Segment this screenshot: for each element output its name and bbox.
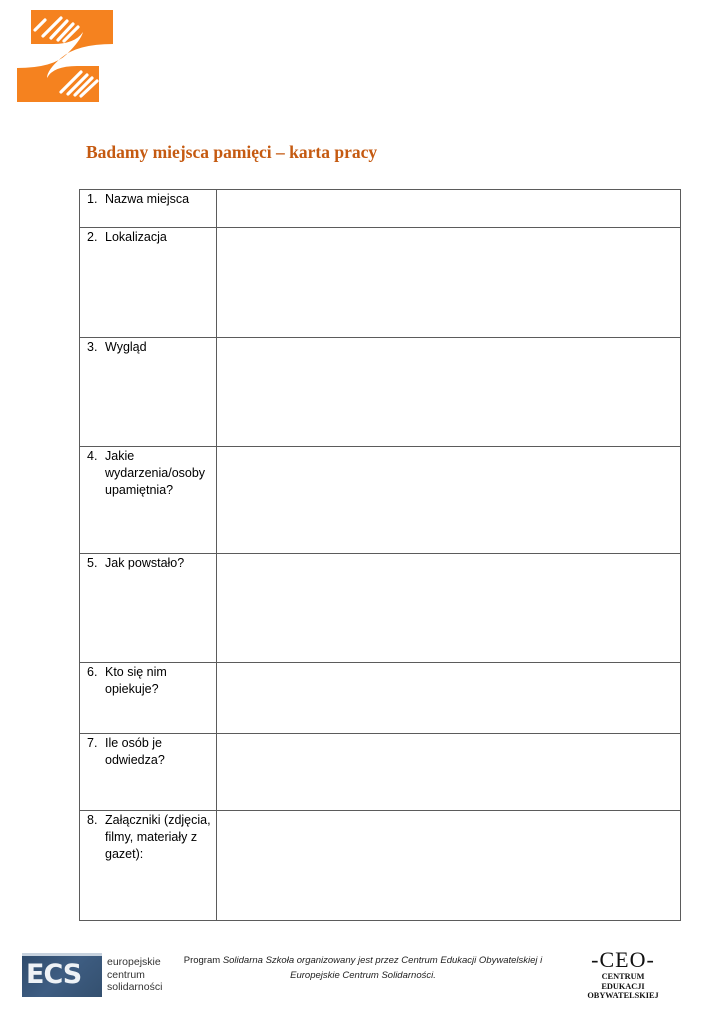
answer-field-appearance[interactable] xyxy=(217,338,681,447)
ecs-logo-letters: ECS xyxy=(26,959,82,990)
row-label: Jak powstało? xyxy=(105,556,185,570)
footer-program-note xyxy=(163,953,563,983)
row-number: 1. xyxy=(87,192,98,206)
row-label: Jakie wydarzenia/osoby upamiętnia? xyxy=(105,449,206,497)
row-label-location xyxy=(80,228,217,338)
table-row xyxy=(80,663,681,734)
row-label-visitors xyxy=(80,734,217,811)
ecs-logo-line: solidarności xyxy=(107,981,163,993)
ceo-logo-mark: -CEO- xyxy=(591,947,655,972)
table-row xyxy=(80,338,681,447)
row-label-appearance xyxy=(80,338,217,447)
table-row xyxy=(80,734,681,811)
answer-field-caretaker[interactable] xyxy=(217,663,681,734)
worksheet-table xyxy=(79,189,681,921)
row-label-attachments xyxy=(80,811,217,921)
row-label: Kto się nim opiekuje? xyxy=(105,665,167,696)
page-title: Badamy miejsca pamięci – karta pracy xyxy=(86,142,378,162)
ecs-logo-line: europejskie xyxy=(107,956,161,968)
ecs-logo xyxy=(22,953,162,997)
row-label-commemorates xyxy=(80,447,217,554)
answer-field-origin[interactable] xyxy=(217,554,681,663)
row-label: Ile osób je odwiedza? xyxy=(105,736,165,767)
footer-text-italic: Solidarna Szkoła organizowany jest przez Centrum Edukacji Obywatelskiej i Europejskie Centrum Solidarności. xyxy=(222,955,543,981)
answer-field-location[interactable] xyxy=(217,228,681,338)
row-label: Wygląd xyxy=(105,340,147,354)
ecs-logo-text xyxy=(107,956,162,994)
table-row xyxy=(80,811,681,921)
table-row xyxy=(80,554,681,663)
ecs-logo-line: centrum xyxy=(107,968,145,981)
row-label: Nazwa miejsca xyxy=(105,192,190,206)
ceo-logo xyxy=(583,947,663,1000)
row-label: Lokalizacja xyxy=(105,230,167,244)
row-label-place-name xyxy=(80,190,217,228)
ceo-logo-line: CENTRUM EDUKACJI xyxy=(601,972,645,991)
row-number: 6. xyxy=(87,665,98,679)
row-number: 5. xyxy=(87,556,98,570)
ecs-logo-mark xyxy=(22,953,102,997)
answer-field-attachments[interactable] xyxy=(217,811,681,921)
row-number: 2. xyxy=(87,230,98,244)
answer-field-visitors[interactable] xyxy=(217,734,681,811)
table-row xyxy=(80,228,681,338)
answer-field-commemorates[interactable] xyxy=(217,447,681,554)
footer-text-prefix: Program xyxy=(183,955,223,966)
row-number: 3. xyxy=(87,340,98,354)
table-row xyxy=(80,190,681,228)
answer-field-place-name[interactable] xyxy=(217,190,681,228)
hands-logo-icon xyxy=(17,10,113,102)
row-number: 8. xyxy=(87,813,98,827)
row-label-caretaker xyxy=(80,663,217,734)
row-number: 4. xyxy=(87,449,98,463)
table-row xyxy=(80,447,681,554)
row-label: Załączniki (zdjęcia, filmy, materiały z gazet): xyxy=(105,813,211,861)
row-label-origin xyxy=(80,554,217,663)
row-number: 7. xyxy=(87,736,98,750)
ceo-logo-line: OBYWATELSKIEJ xyxy=(587,991,659,1000)
